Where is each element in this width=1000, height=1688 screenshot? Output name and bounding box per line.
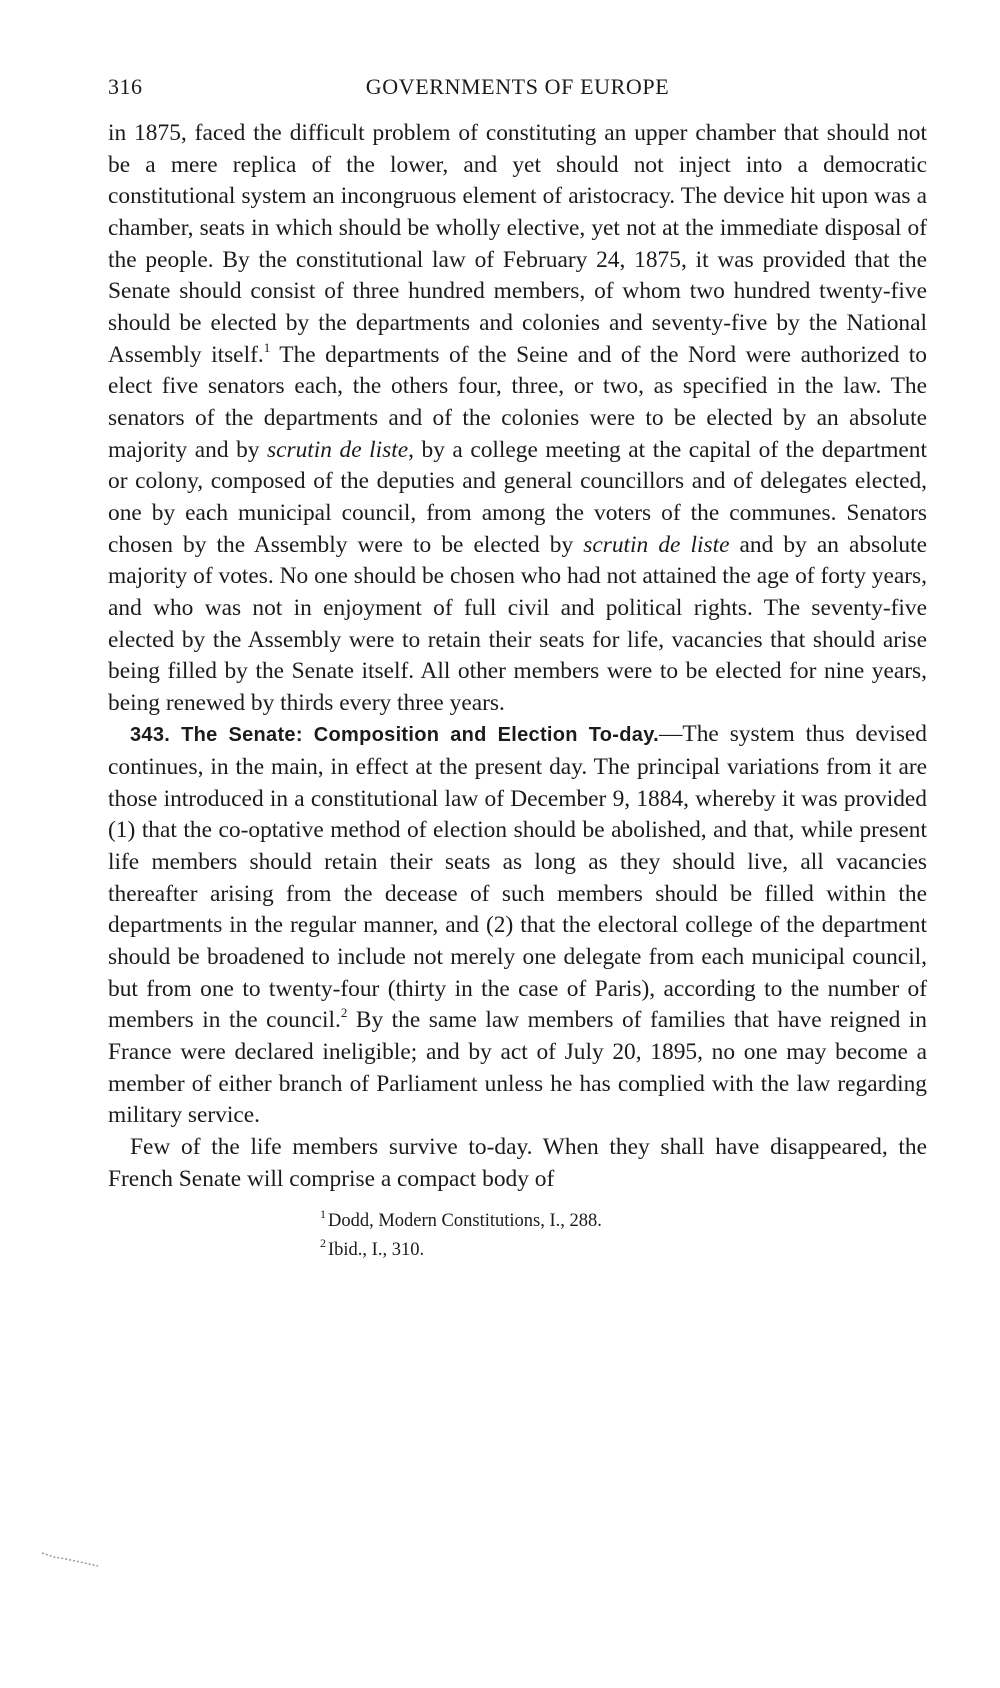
footnote-ref-1: 1	[263, 339, 271, 355]
page-header	[108, 70, 927, 104]
body-text	[108, 118, 927, 1195]
text-run: and by an absolute majority of votes. No one should be chosen who had not attained the age of forty years, and who was not in enjoyment of full civil and political rights. The seventy-five elected by the Assembly were to retain their seats for life, vacancies that should arise being filled by the Senate itself. All other members were to be elected for nine years, being renewed by thirds every three years.	[108, 531, 927, 716]
footnotes	[108, 1207, 927, 1265]
footnote-text: Dodd, Modern Constitutions, I., 288.	[328, 1211, 602, 1232]
footnote-2	[320, 1236, 927, 1265]
italic-term: scrutin de liste	[583, 531, 730, 558]
footnote-text: Ibid., I., 310.	[328, 1240, 425, 1261]
scan-smudge-mark	[40, 1550, 102, 1568]
paragraph-senate-1875	[108, 118, 927, 719]
footnote-marker: 1	[320, 1207, 326, 1222]
italic-term: scrutin de liste	[267, 436, 409, 463]
footnote-marker: 2	[320, 1236, 326, 1251]
text-run: Few of the life members survive to-day. When they shall have disappeared, the French Senate will comprise a compact body of	[108, 1134, 927, 1192]
text-run: —The system thus devised continues, in the main, in effect at the present day. The principal variations from it are those introduced in a constitutional law of December 9, 1884, whereby it was provided (1) that the co-optative method of election should be abolished, and that, while present life members should retain their seats as long as they should live, all vacancies thereafter arising from the decease of such members should be filled within the departments in the regular manner, and (2) that the electoral college of the department should be broadened to include not merely one delegate from each municipal council, but from one to twenty-four (thirty in the case of Paris), according to the number of members in the council.	[108, 721, 927, 1034]
page-number: 316	[108, 74, 143, 99]
text-run: , by a college meeting at the capital of the department or colony, composed of the deputies and general councillors and of delegates elected, one by each municipal council, from among the voters of the communes. Senators chosen by the Assembly were to be elected by	[108, 436, 928, 558]
text-run: The departments of the Seine and of the Nord were authorized to elect five senators each, the others four, three, or two, as specified in the law. The senators of the departments and of the colonies were to be elected by an absolute majority and by	[108, 341, 927, 463]
footnote-ref-2: 2	[340, 1005, 348, 1021]
paragraph-life-members	[108, 1132, 927, 1195]
footnote-1	[320, 1207, 927, 1236]
paragraph-section-343	[108, 719, 927, 1132]
text-run: in 1875, faced the difficult problem of constituting an upper chamber that should not be a mere replica of the lower, and yet should not inject into a democratic constitutional system an incongruous element of aristocracy. The device hit upon was a chamber, seats in which should be wholly elective, yet not at the immediate disposal of the people. By the constitutional law of February 24, 1875, it was provided that the Senate should consist of three hundred members, of whom two hundred twenty-five should be elected by the departments and colonies and seventy-five by the National Assembly itself.	[108, 120, 927, 368]
running-title: GOVERNMENTS OF EUROPE	[365, 74, 670, 99]
book-page	[108, 70, 927, 1265]
section-heading: 343. The Senate: Composition and Election To-day.	[130, 724, 660, 747]
text-run: By the same law members of families that have reigned in France were declared ineligible; and by act of July 20, 1895, no one may become a member of either branch of Parliament unless he has complied with the law regarding military service.	[108, 1007, 927, 1129]
